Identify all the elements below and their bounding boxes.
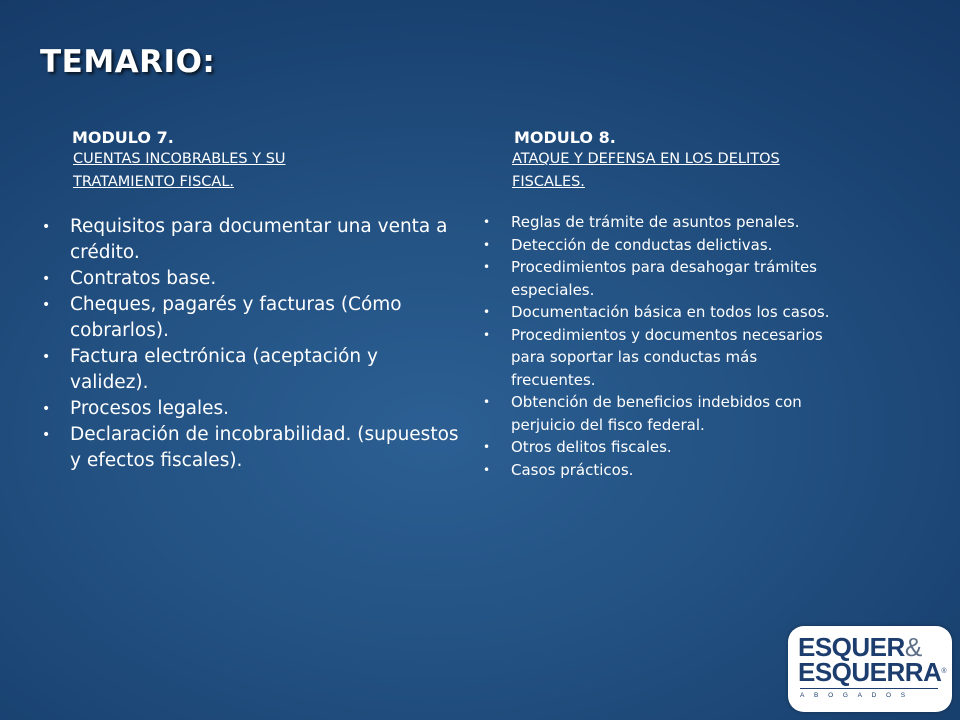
- list-item: • Procedimientos para desahogar trámites especiales.: [483, 258, 817, 299]
- bullet-icon: •: [483, 305, 491, 319]
- list-item: • Requisitos para documentar una venta a crédito.: [42, 216, 448, 263]
- bullet-icon: •: [42, 401, 51, 417]
- company-logo: [788, 626, 952, 712]
- list-item: • Cheques, pagarés y facturas (Cómo cobrarlos).: [42, 294, 402, 341]
- slide-title: TEMARIO:: [40, 44, 216, 80]
- list-item: • Documentación básica en todos los casos.: [482, 301, 832, 324]
- module-8-subtitle: ATAQUE Y DEFENSA EN LOS DELITOS FISCALES.: [512, 151, 780, 190]
- list-item: • Procesos legales.: [40, 396, 460, 422]
- bullet-icon: •: [483, 215, 491, 229]
- bullet-icon: •: [483, 260, 491, 274]
- logo-line-1: ESQUER&: [798, 632, 922, 662]
- module-7-column: [40, 128, 460, 474]
- bullet-icon: •: [483, 462, 491, 477]
- bullet-icon: •: [483, 440, 491, 454]
- bullet-icon: •: [42, 297, 51, 313]
- list-item: • Declaración de incobrabilidad. (supuestos y efectos fiscales).: [42, 424, 459, 471]
- bullet-icon: •: [42, 427, 51, 443]
- list-item: • Reglas de trámite de asuntos penales.: [482, 211, 832, 234]
- module-7-heading: MODULO 7.: [72, 128, 174, 147]
- registered-mark-icon: ®: [941, 668, 947, 675]
- bullet-icon: •: [42, 219, 51, 235]
- module-8-column: [482, 128, 832, 481]
- logo-line-2: ESQUERRA®: [798, 657, 947, 687]
- module-7-subtitle: CUENTAS INCOBRABLES Y SU TRATAMIENTO FISCAL.: [73, 151, 286, 190]
- list-item: • Casos prácticos.: [482, 459, 832, 482]
- bullet-icon: •: [483, 395, 491, 409]
- module-7-topic-list: [40, 214, 460, 474]
- bullet-icon: •: [42, 271, 51, 287]
- list-item: • Contratos base.: [40, 266, 460, 292]
- list-item: • Detección de conductas delictivas.: [482, 234, 832, 257]
- list-item: • Otros delitos fiscales.: [482, 436, 832, 459]
- list-item: • Factura electrónica (aceptación y validez).: [42, 346, 378, 393]
- bullet-icon: •: [42, 349, 51, 365]
- list-item: • Obtención de beneficios indebidos con perjuicio del fisco federal.: [483, 393, 802, 434]
- bullet-icon: •: [483, 237, 491, 252]
- bullet-icon: •: [483, 327, 491, 342]
- logo-tagline: ABOGADOS: [800, 688, 938, 699]
- logo-ampersand: &: [904, 632, 922, 662]
- list-item: • Procedimientos y documentos necesarios para soportar las conductas más frecuentes.: [483, 325, 823, 389]
- module-8-heading: MODULO 8.: [514, 128, 616, 147]
- module-8-topic-list: [482, 211, 832, 481]
